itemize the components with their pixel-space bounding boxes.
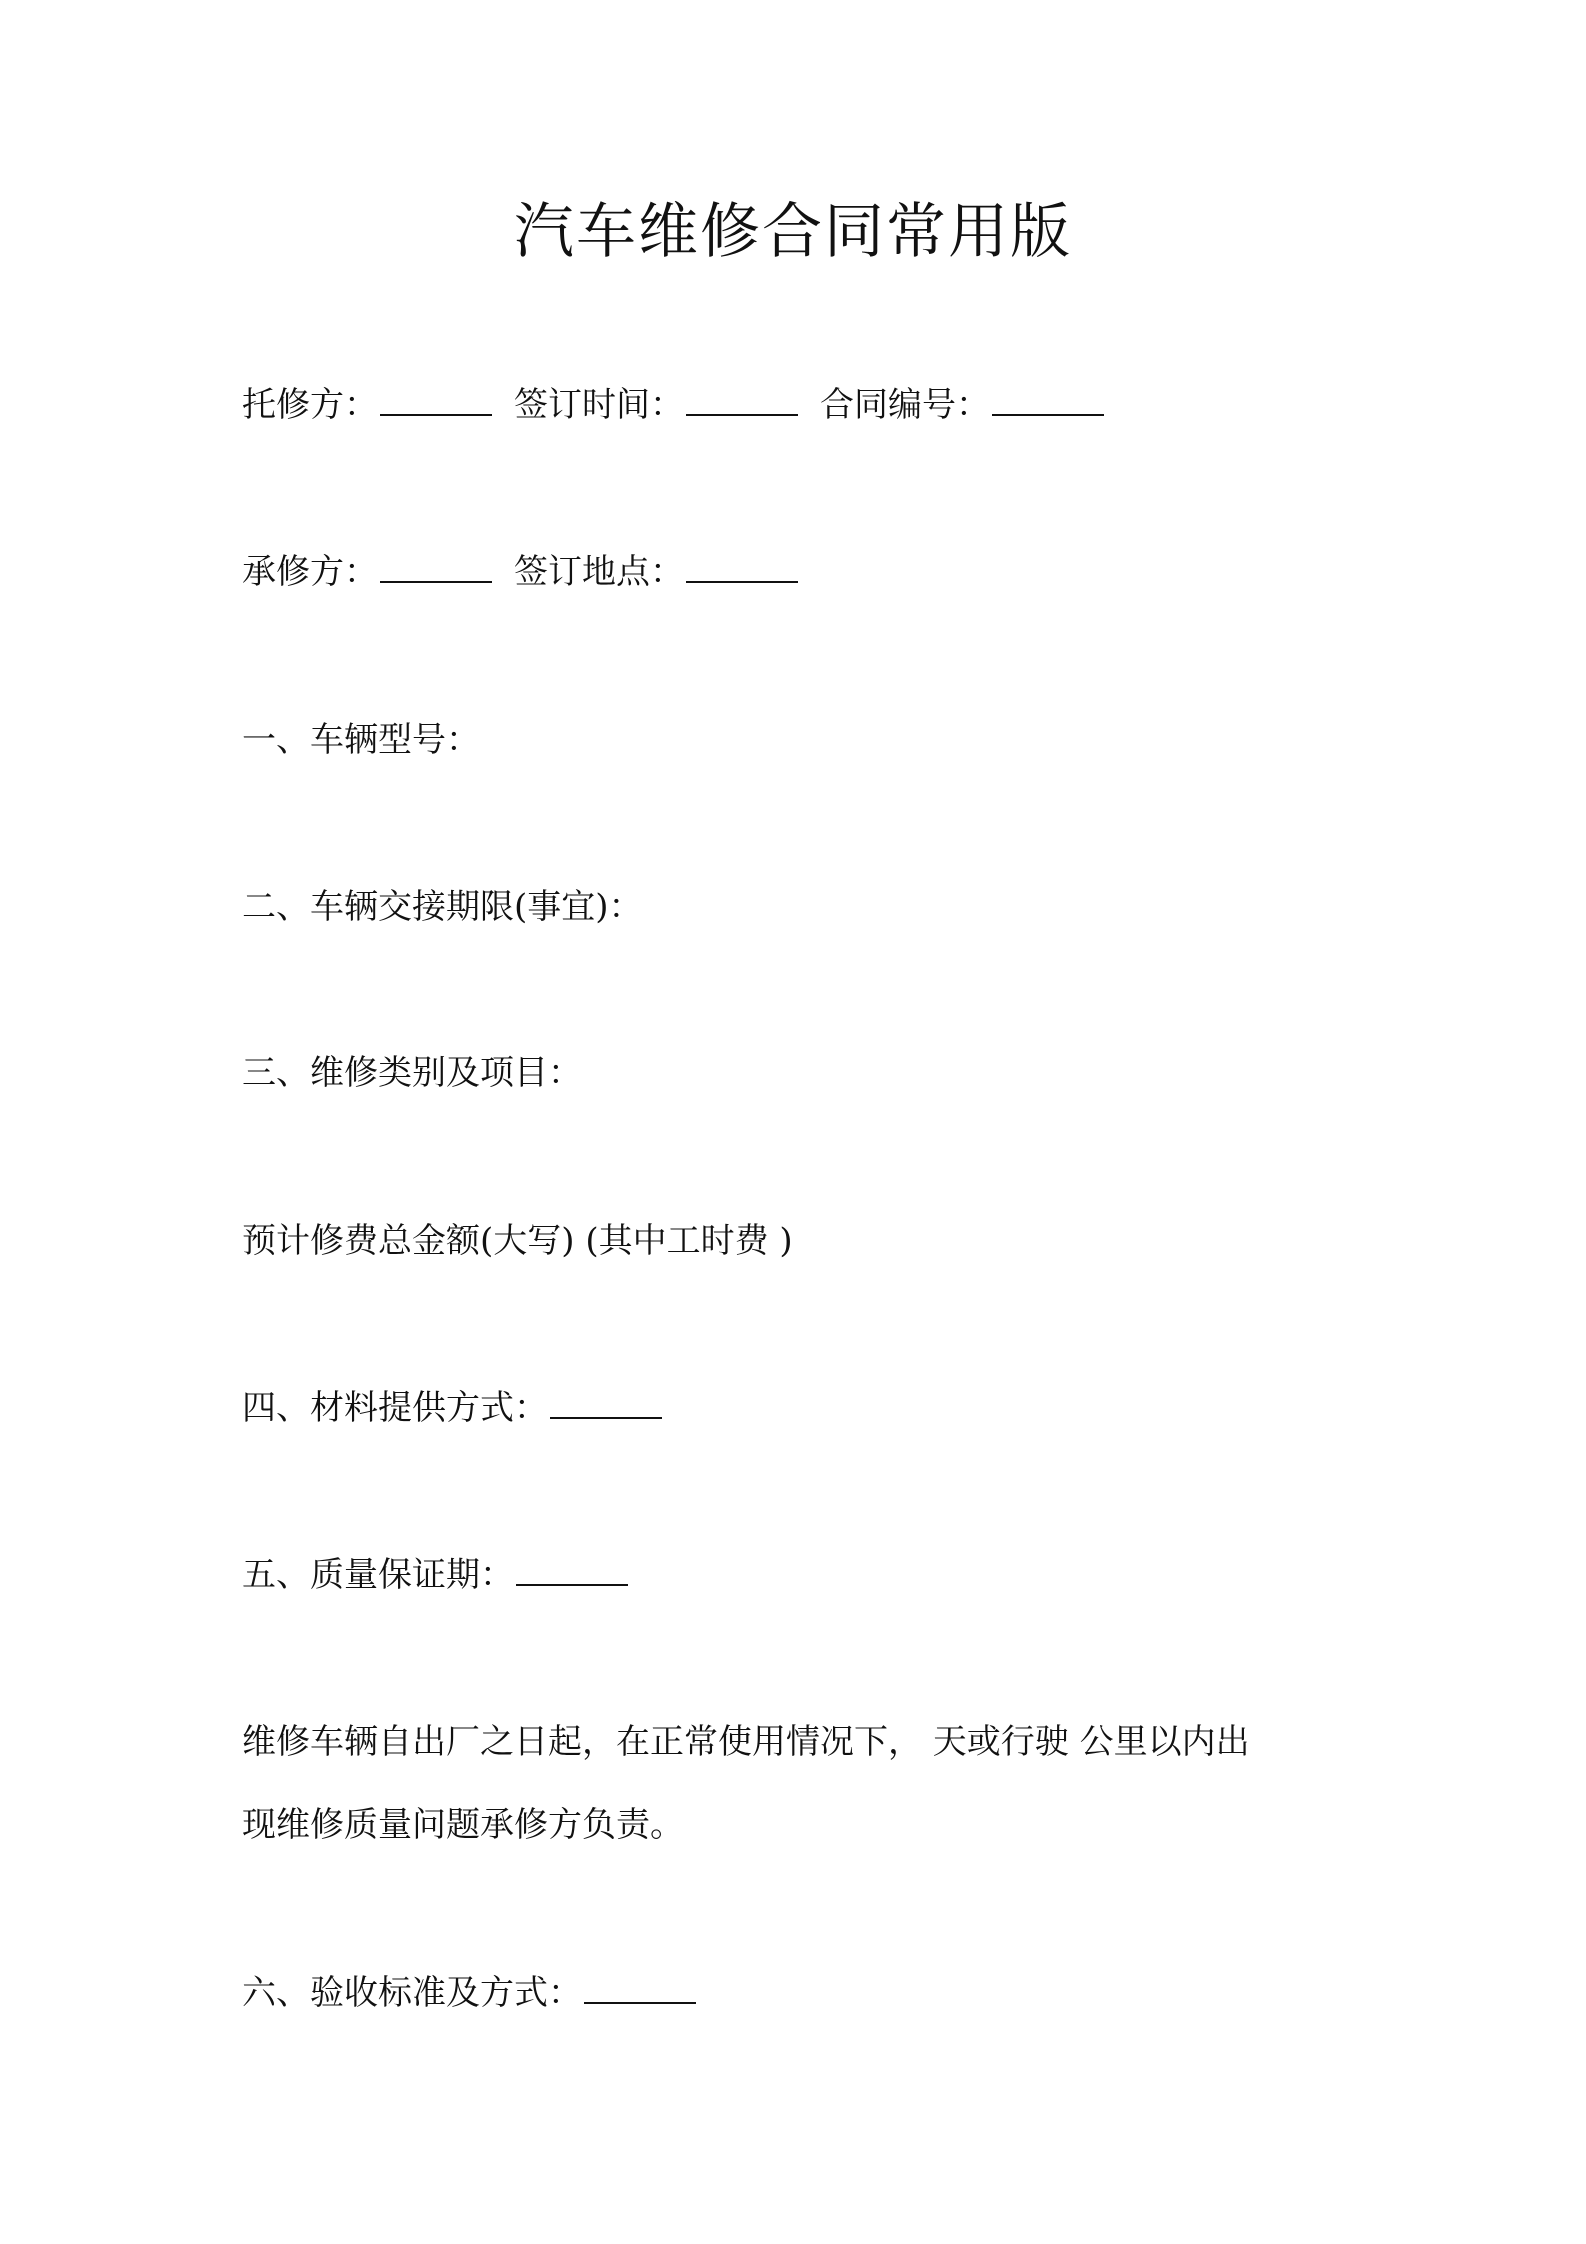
- materials-label: 四、材料提供方式：: [242, 1388, 548, 1428]
- acceptance-label: 六、验收标准及方式：: [242, 1973, 582, 2013]
- sign-place-blank[interactable]: [686, 551, 798, 583]
- acceptance-blank[interactable]: [584, 1972, 696, 2004]
- sign-date-label: 签订时间：: [514, 385, 684, 425]
- section-vehicle-model: 一、车辆型号：: [242, 720, 480, 760]
- section-acceptance: [242, 1969, 700, 2017]
- document-title: 汽车维修合同常用版: [514, 197, 1072, 267]
- warranty-blank[interactable]: [516, 1554, 628, 1586]
- sign-date-blank[interactable]: [686, 384, 798, 416]
- section-repair-category: 三、维修类别及项目：: [242, 1053, 582, 1093]
- section-handover: 二、车辆交接期限(事宜)：: [242, 887, 643, 927]
- warranty-text-line-1: 维修车辆自出厂之日起，在正常使用情况下， 天或行驶 公里以内出: [242, 1722, 1250, 1762]
- client-blank[interactable]: [380, 384, 492, 416]
- materials-blank[interactable]: [550, 1387, 662, 1419]
- section-warranty: [242, 1551, 632, 1599]
- section-materials: [242, 1384, 666, 1432]
- contractor-blank[interactable]: [380, 551, 492, 583]
- contract-no-blank[interactable]: [992, 384, 1104, 416]
- header-row-2: [242, 548, 802, 596]
- contractor-label: 承修方：: [242, 552, 378, 592]
- estimated-cost-line: 预计修费总金额(大写) (其中工时费 ): [242, 1221, 793, 1261]
- warranty-label: 五、质量保证期：: [242, 1555, 514, 1595]
- sign-place-label: 签订地点：: [514, 552, 684, 592]
- client-label: 托修方：: [242, 385, 378, 425]
- contract-no-label: 合同编号：: [820, 385, 990, 425]
- warranty-text-line-2: 现维修质量问题承修方负责。: [242, 1805, 684, 1845]
- header-row-1: [242, 381, 1108, 429]
